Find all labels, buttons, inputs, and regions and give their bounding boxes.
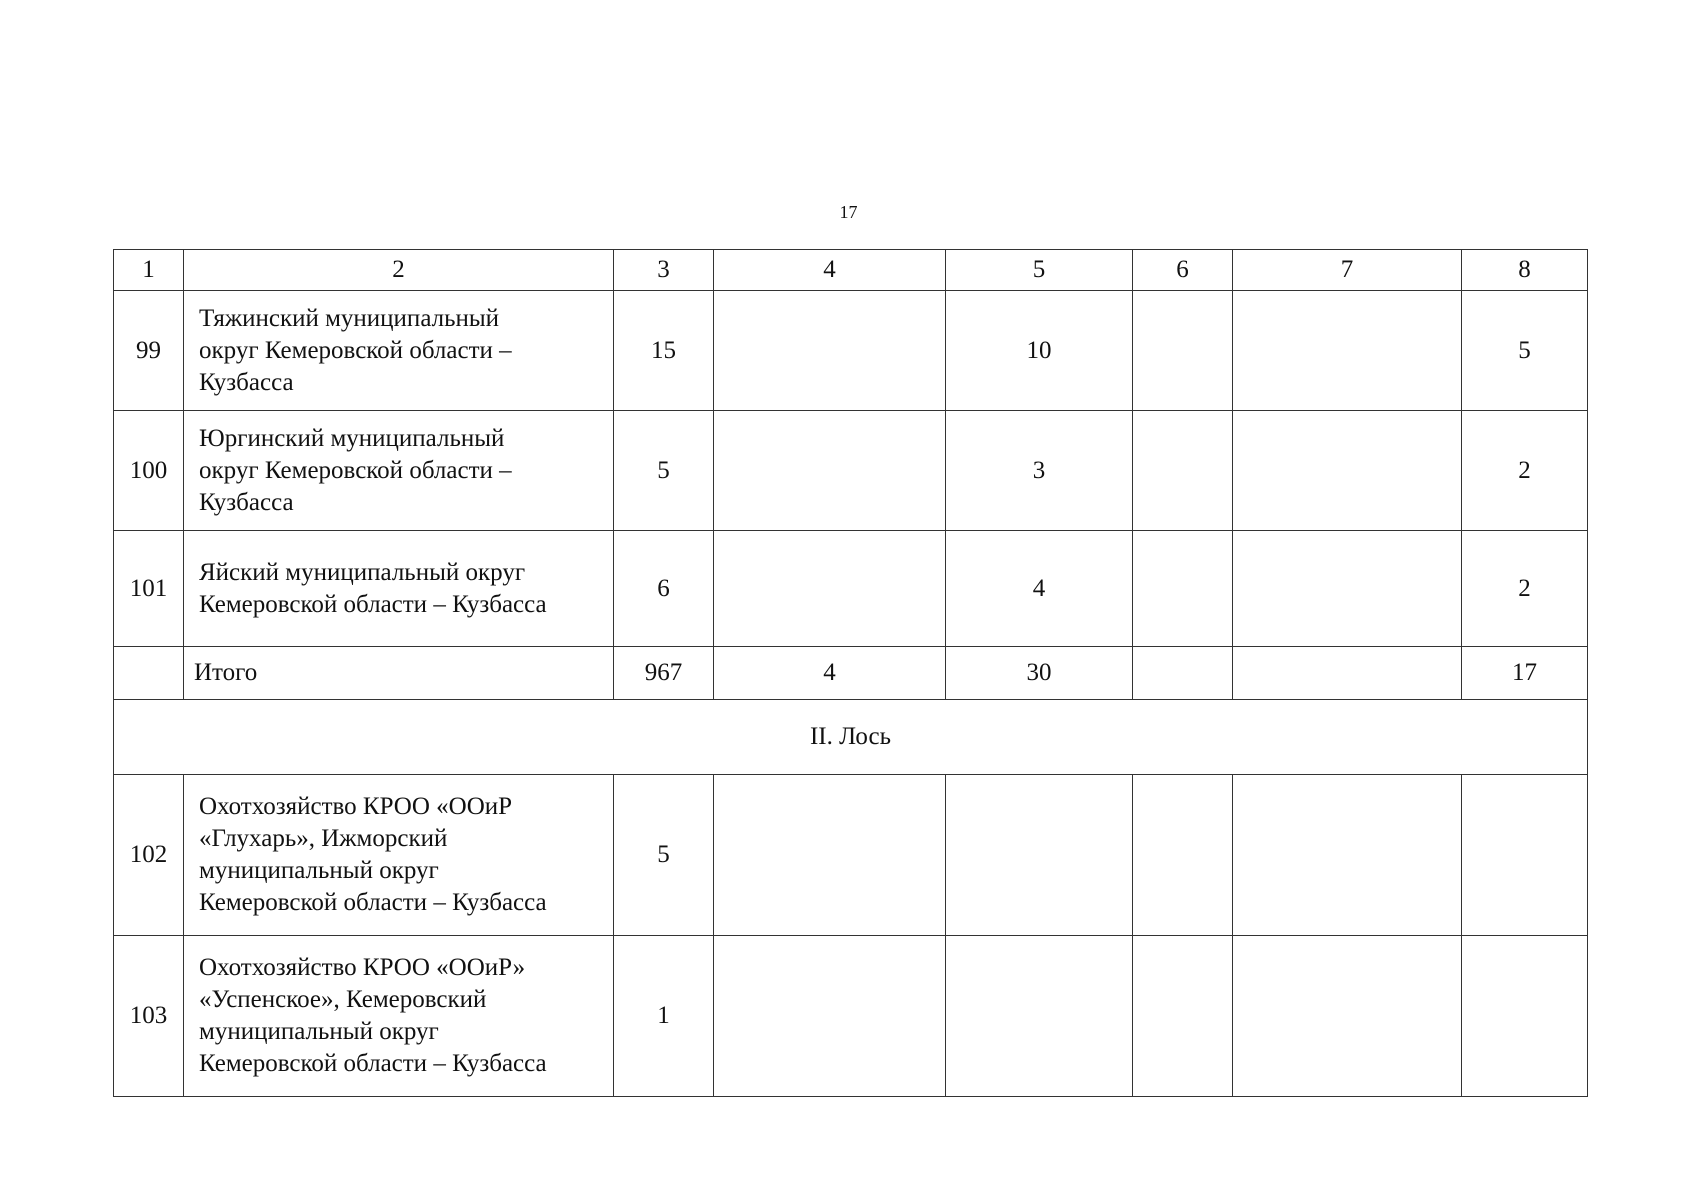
row-name-line: Кемеровской области – Кузбасса bbox=[199, 590, 547, 618]
row-name-line: округ Кемеровской области – bbox=[199, 336, 512, 364]
cell-col3: 15 bbox=[614, 291, 714, 411]
column-header: 7 bbox=[1233, 250, 1462, 291]
cell-col5: 3 bbox=[946, 411, 1133, 531]
row-name bbox=[184, 936, 614, 1097]
total-col6 bbox=[1133, 647, 1233, 700]
row-name-line: «Успенское», Кемеровский bbox=[199, 986, 487, 1013]
cell-col8: 2 bbox=[1462, 411, 1588, 531]
cell-col7 bbox=[1233, 411, 1462, 531]
column-header: 8 bbox=[1462, 250, 1588, 291]
cell-col6 bbox=[1133, 411, 1233, 531]
column-header: 2 bbox=[184, 250, 614, 291]
total-label: Итого bbox=[184, 647, 614, 700]
table-row bbox=[114, 936, 1588, 1097]
row-name bbox=[184, 775, 614, 936]
table-row bbox=[114, 775, 1588, 936]
cell-col7 bbox=[1233, 775, 1462, 936]
column-header: 4 bbox=[714, 250, 946, 291]
table-row bbox=[114, 411, 1588, 531]
row-name-line: муниципальный округ bbox=[199, 857, 439, 884]
data-table bbox=[113, 249, 1588, 1097]
cell-col5 bbox=[946, 936, 1133, 1097]
column-header: 3 bbox=[614, 250, 714, 291]
row-name-line: Кемеровской области – Кузбасса bbox=[199, 1050, 547, 1077]
cell-col4 bbox=[714, 291, 946, 411]
cell-col8: 2 bbox=[1462, 531, 1588, 647]
row-name-line: округ Кемеровской области – bbox=[199, 456, 512, 484]
cell-col7 bbox=[1233, 936, 1462, 1097]
total-col5: 30 bbox=[946, 647, 1133, 700]
row-name bbox=[184, 291, 614, 411]
cell-col3: 6 bbox=[614, 531, 714, 647]
row-name bbox=[184, 531, 614, 647]
row-name-line: Кемеровской области – Кузбасса bbox=[199, 889, 547, 916]
cell-col8 bbox=[1462, 775, 1588, 936]
cell-col3: 1 bbox=[614, 936, 714, 1097]
table-row bbox=[114, 291, 1588, 411]
total-col4: 4 bbox=[714, 647, 946, 700]
row-name-line: Яйский муниципальный округ bbox=[199, 558, 526, 586]
row-number: 102 bbox=[114, 775, 184, 936]
column-header-row bbox=[114, 250, 1588, 291]
cell-col4 bbox=[714, 936, 946, 1097]
cell-col6 bbox=[1133, 775, 1233, 936]
cell-col8: 5 bbox=[1462, 291, 1588, 411]
total-col3: 967 bbox=[614, 647, 714, 700]
total-col8: 17 bbox=[1462, 647, 1588, 700]
row-number: 100 bbox=[114, 411, 184, 531]
row-name bbox=[184, 411, 614, 531]
row-number: 103 bbox=[114, 936, 184, 1097]
row-name-line: Юргинский муниципальный bbox=[199, 424, 505, 452]
column-header: 6 bbox=[1133, 250, 1233, 291]
row-name-line: Охотхозяйство КРОО «ООиР bbox=[199, 793, 513, 820]
column-header: 1 bbox=[114, 250, 184, 291]
total-row bbox=[114, 647, 1588, 700]
cell-col3: 5 bbox=[614, 775, 714, 936]
column-header: 5 bbox=[946, 250, 1133, 291]
cell-col5 bbox=[946, 775, 1133, 936]
total-col7 bbox=[1233, 647, 1462, 700]
row-number: 101 bbox=[114, 531, 184, 647]
page-number: 17 bbox=[839, 202, 858, 222]
cell-col4 bbox=[714, 531, 946, 647]
cell-col5: 4 bbox=[946, 531, 1133, 647]
cell-col4 bbox=[714, 411, 946, 531]
table-row bbox=[114, 531, 1588, 647]
section-row bbox=[114, 700, 1588, 775]
row-name-line: муниципальный округ bbox=[199, 1018, 439, 1045]
cell-col6 bbox=[1133, 531, 1233, 647]
cell-col5: 10 bbox=[946, 291, 1133, 411]
cell-col6 bbox=[1133, 936, 1233, 1097]
cell-col4 bbox=[714, 775, 946, 936]
row-name-line: Охотхозяйство КРОО «ООиР» bbox=[199, 954, 526, 981]
total-number-empty bbox=[114, 647, 184, 700]
cell-col8 bbox=[1462, 936, 1588, 1097]
cell-col3: 5 bbox=[614, 411, 714, 531]
row-number: 99 bbox=[114, 291, 184, 411]
row-name-line: Кузбасса bbox=[199, 488, 294, 516]
cell-col7 bbox=[1233, 291, 1462, 411]
row-name-line: «Глухарь», Ижморский bbox=[199, 825, 448, 852]
section-title: II. Лось bbox=[114, 700, 1588, 775]
row-name-line: Тяжинский муниципальный bbox=[199, 304, 500, 332]
cell-col7 bbox=[1233, 531, 1462, 647]
row-name-line: Кузбасса bbox=[199, 368, 294, 396]
cell-col6 bbox=[1133, 291, 1233, 411]
